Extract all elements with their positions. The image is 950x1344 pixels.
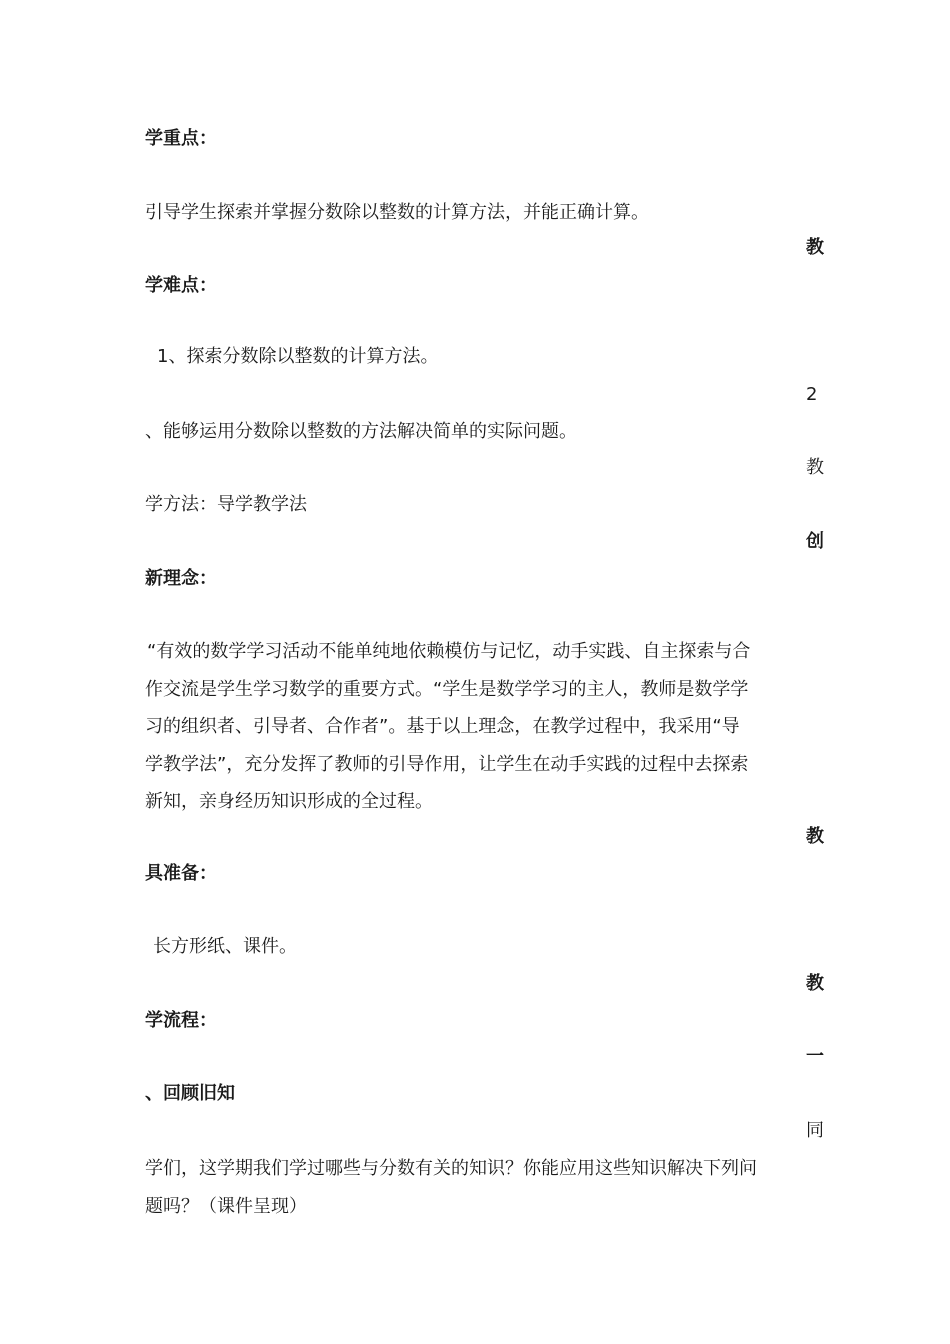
heading-difficult-points: 学难点： [145,275,217,296]
margin-char-3: 教 [806,457,824,478]
teaching-method: 学方法：导学教学法 [145,494,307,515]
margin-char-4: 创 [806,531,824,552]
margin-char-2: 2 [806,384,818,405]
review-paragraph [145,1150,815,1225]
heading-innovation: 新理念： [145,568,217,589]
margin-char-1: 教 [806,237,824,258]
innovation-paragraph [145,633,815,821]
margin-char-5: 教 [806,826,824,847]
para1-line-4: 学教学法”，充分发挥了教师的引导作用，让学生在动手实践的过程中去探索 [145,753,749,775]
heading-process: 学流程： [145,1010,217,1031]
difficult-point-1: 1、探索分数除以整数的计算方法。 [157,346,439,367]
section-review: 、回顾旧知 [145,1083,235,1104]
margin-char-8: 同 [806,1120,824,1141]
key-points-text: 引导学生探索并掌握分数除以整数的计算方法，并能正确计算。 [145,202,649,223]
tools-text: 长方形纸、课件。 [153,936,297,957]
para1-line-1: “有效的数学学习活动不能单纯地依赖模仿与记忆，动手实践、自主探索与合 [147,641,751,662]
para1-line-5: 新知，亲身经历知识形成的全过程。 [145,791,433,812]
margin-char-7: 一 [806,1046,824,1067]
para2-line-2: 题吗？（课件呈现） [145,1195,307,1217]
margin-char-6: 教 [806,973,824,994]
difficult-point-2: 、能够运用分数除以整数的方法解决简单的实际问题。 [145,421,577,442]
heading-tools: 具准备： [145,863,217,884]
para2-line-1: 学们，这学期我们学过哪些与分数有关的知识？你能应用这些知识解决下列问 [145,1158,757,1179]
para1-line-3: 习的组织者、引导者、合作者”。基于以上理念，在教学过程中，我采用“导 [145,716,740,737]
heading-key-points: 学重点： [145,128,217,149]
para1-line-2: 作交流是学生学习数学的重要方式。“学生是数学学习的主人，教师是数学学 [145,678,749,700]
